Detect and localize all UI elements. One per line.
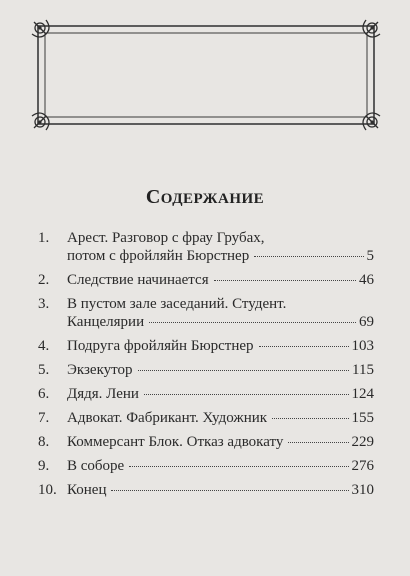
toc-item-number: 7.	[38, 410, 50, 426]
toc-item-number: 8.	[38, 434, 50, 450]
toc-item-title-line1: Арест. Разговор с фрау Грубах,	[67, 230, 265, 246]
ornamental-frame	[30, 18, 382, 132]
toc-item-title: Следствие начинается	[67, 272, 209, 288]
table-of-contents	[38, 229, 374, 505]
toc-item-4[interactable]	[38, 337, 374, 355]
toc-item-number: 6.	[38, 386, 50, 402]
toc-item-page: 229	[351, 434, 374, 450]
toc-item-title: Канцелярии	[67, 314, 145, 330]
toc-item-number: 3.	[38, 296, 50, 312]
toc-item-title-line1: В пустом зале заседаний. Студент.	[67, 296, 287, 312]
toc-item-3[interactable]	[38, 295, 374, 331]
toc-item-title: Подруга фройляйн Бюрстнер	[67, 338, 254, 354]
toc-item-page: 115	[352, 362, 374, 378]
dot-leader	[259, 346, 349, 347]
dot-leader	[138, 370, 350, 371]
toc-item-number: 2.	[38, 272, 50, 288]
toc-item-7[interactable]	[38, 409, 374, 427]
frame-ornament-icon	[30, 18, 382, 132]
toc-item-number: 9.	[38, 458, 50, 474]
dot-leader	[214, 280, 356, 281]
toc-item-5[interactable]	[38, 361, 374, 379]
toc-item-page: 69	[359, 314, 374, 330]
page-title-initial: С	[145, 186, 161, 208]
toc-item-page: 103	[351, 338, 374, 354]
toc-item-page: 310	[351, 482, 374, 498]
dot-leader	[144, 394, 349, 395]
toc-item-page: 46	[359, 272, 374, 288]
toc-item-page: 124	[351, 386, 374, 402]
toc-item-6[interactable]	[38, 385, 374, 403]
toc-item-title: Конец	[67, 482, 107, 498]
toc-item-title: потом с фройляйн Бюрстнер	[67, 248, 250, 264]
toc-item-title: Экзекутор	[67, 362, 133, 378]
toc-item-number: 10.	[38, 482, 57, 498]
toc-item-1[interactable]	[38, 229, 374, 265]
toc-item-number: 5.	[38, 362, 50, 378]
toc-item-title: Дядя. Лени	[67, 386, 139, 402]
toc-item-10[interactable]	[38, 481, 374, 499]
toc-item-page: 276	[351, 458, 374, 474]
dot-leader	[288, 442, 348, 443]
dot-leader	[111, 490, 348, 491]
toc-item-title: Адвокат. Фабрикант. Художник	[67, 410, 268, 426]
toc-item-number: 1.	[38, 230, 50, 246]
toc-item-8[interactable]	[38, 433, 374, 451]
toc-item-9[interactable]	[38, 457, 374, 475]
dot-leader	[272, 418, 348, 419]
page-title-rest: ОДЕРЖАНИЕ	[160, 191, 265, 207]
toc-item-title: В соборе	[67, 458, 125, 474]
dot-leader	[254, 256, 363, 257]
page-title	[0, 186, 410, 209]
dot-leader	[149, 322, 356, 323]
dot-leader	[129, 466, 348, 467]
toc-item-2[interactable]	[38, 271, 374, 289]
toc-item-title: Коммерсант Блок. Отказ адвокату	[67, 434, 284, 450]
toc-item-number: 4.	[38, 338, 50, 354]
toc-item-page: 5	[366, 248, 374, 264]
toc-item-page: 155	[351, 410, 374, 426]
